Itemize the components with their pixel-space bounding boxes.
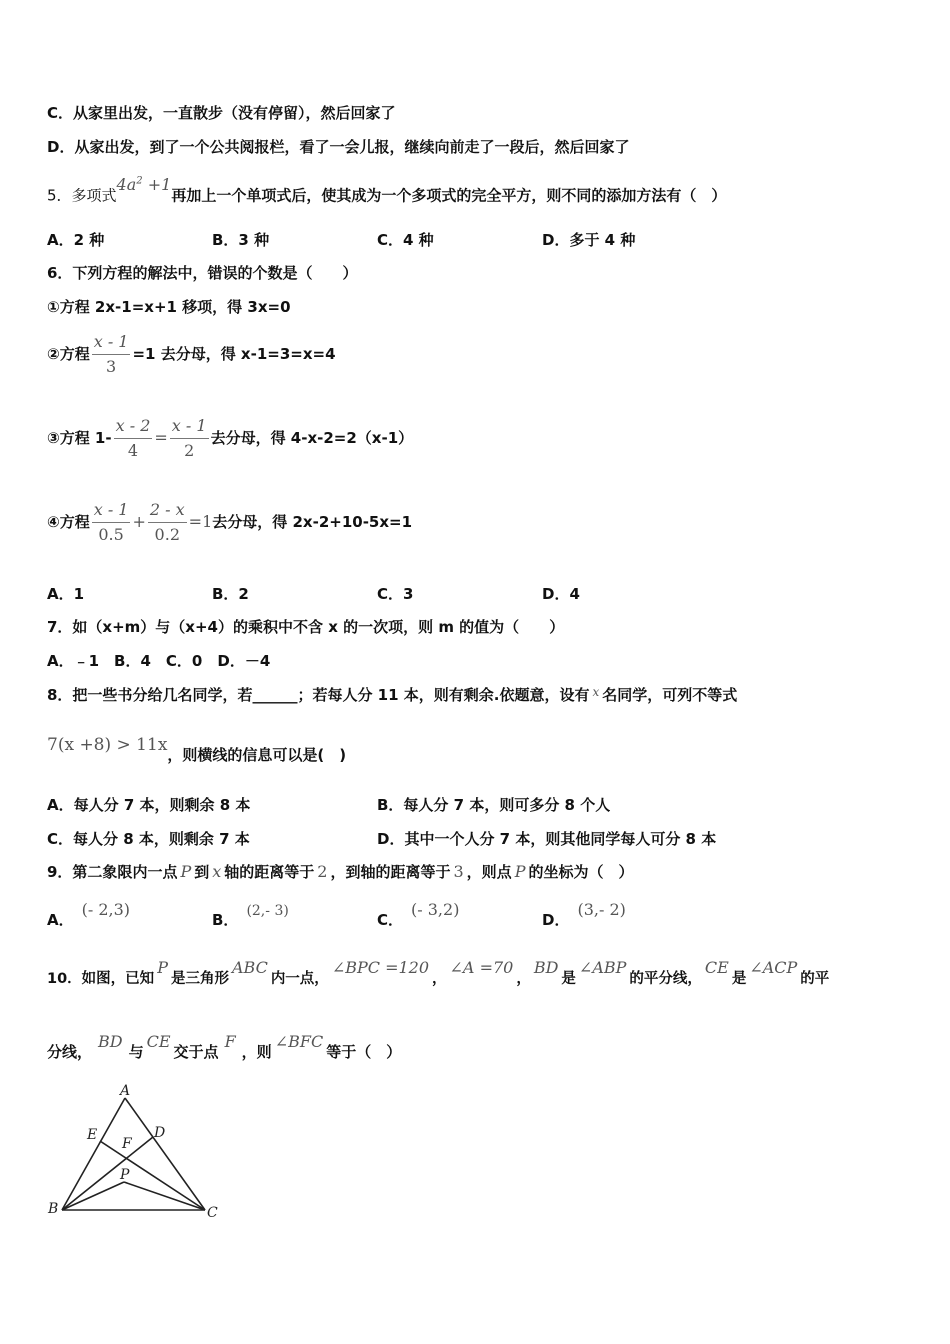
q8-ask: ，则横线的信息可以是( ) <box>167 746 347 764</box>
q6-item-4-fraction-left: $\frac{x - 1}{0.5}$ <box>93 500 129 544</box>
q4-option-c: C．从家里出发，一直散步（没有停留），然后回家了 <box>47 104 396 122</box>
q8-stem-c: 名同学，可列不等式 <box>602 686 738 704</box>
q8-option-a: A．每人分 7 本，则剩余 8 本 <box>47 796 251 814</box>
q6-option-a: A．1 <box>47 585 85 603</box>
q10-angle-abp: ∠ABP <box>578 958 627 977</box>
q6-item-3-suffix: 去分母，得 4-x-2=2（x-1） <box>210 429 414 447</box>
q10-angle-bfc: ∠BFC <box>274 1032 324 1051</box>
q6-item-3-equals: = <box>154 428 168 447</box>
q8-inequality: 7(x +8) > 11x <box>47 735 168 755</box>
label-b: B <box>48 1201 59 1217</box>
q7-stem: 7．如（x+m）与（x+4）的乘积中不含 x 的一次项，则 m 的值为（ ） <box>47 618 565 636</box>
q5-option-c: C．4 种 <box>377 231 434 249</box>
label-a: A <box>120 1083 131 1099</box>
q8-stem <box>47 685 737 706</box>
q9-option-a: A．(- 2,3) <box>47 900 131 929</box>
q6-item-1: ①方程 2x-1=x+1 移项，得 3x=0 <box>47 298 291 316</box>
q9-stem <box>47 862 633 882</box>
q6-item-4-equals: =1 <box>188 512 213 531</box>
q5-stem <box>47 175 727 205</box>
q6-item-3-fraction-right: $\frac{x - 1}{2}$ <box>171 416 207 460</box>
side-ac <box>125 1098 205 1210</box>
q6-item-4-fraction-right: $\frac{2 - x}{0.2}$ <box>149 500 185 544</box>
q8-stem-b: ；若每人分 11 本，则有剩余.依题意，设有 <box>297 686 590 704</box>
q10-stem-line-2: 分线，BD与CE交于点F，则∠BFC等于（ ） <box>47 1032 402 1061</box>
q8-option-d: D．其中一个人分 7 本，则其他同学每人可分 8 本 <box>377 830 717 848</box>
q6-item-2-suffix: =1 去分母，得 x-1=3=x=4 <box>132 345 336 363</box>
q6-item-3 <box>47 416 413 461</box>
q7-options: A．﹣1 B．4 C．0 D．－4 <box>47 652 271 670</box>
q9-option-d: D．(3,- 2) <box>542 900 626 929</box>
q6-item-3-prefix: ③方程 1- <box>47 429 112 447</box>
q6-item-4-prefix: ④方程 <box>47 513 90 531</box>
q9-stem-c: 轴的距离等于 <box>224 863 315 881</box>
q8-inequality-line <box>47 735 347 765</box>
q8-option-b: B．每人分 7 本，则可多分 8 个人 <box>377 796 611 814</box>
q6-option-b: B．2 <box>212 585 249 603</box>
q9-distance-2: 2 <box>317 862 328 881</box>
segment-cp <box>124 1182 205 1210</box>
segment-ce <box>100 1141 205 1210</box>
q6-item-2-fraction: $\frac{x - 1}{3}$ <box>93 332 129 376</box>
q8-option-c: C．每人分 8 本，则剩余 7 本 <box>47 830 250 848</box>
q10-angle-a: ∠A =70 <box>449 958 514 977</box>
q4-option-d: D．从家出发，到了一个公共阅报栏，看了一会儿报，继续向前走了一段后，然后回家了 <box>47 138 630 156</box>
q10-stem-line-1: 10．如图，已知P是三角形ABC内一点，∠BPC =120，∠A =70，BD是∠ABP的平分线，CE是∠ACP的平 <box>47 958 830 987</box>
q6-option-c: C．3 <box>377 585 414 603</box>
q10-angle-bpc: ∠BPC =120 <box>331 958 430 977</box>
q5-option-a: A．2 种 <box>47 231 105 249</box>
label-f: F <box>122 1136 132 1152</box>
q5-prefix: 5．多项式 <box>47 186 117 205</box>
q9-point-p-2: P <box>514 862 526 881</box>
q5-suffix: 再加上一个单项式后，使其成为一个多项式的完全平方，则不同的添加方法有（ ） <box>171 186 727 205</box>
q10-segment-bd: BD <box>533 958 559 977</box>
label-e: E <box>87 1127 98 1143</box>
q10-triangle-abc: ABC <box>231 958 268 977</box>
q10-angle-acp: ∠ACP <box>749 958 798 977</box>
triangle-figure <box>40 1080 230 1225</box>
q9-x-axis: x <box>212 862 222 881</box>
q10-point-f: F <box>224 1032 236 1051</box>
q9-stem-b: 到 <box>194 863 210 881</box>
q5-expression: $4a^2 +1$ <box>116 175 172 195</box>
q6-item-2-prefix: ②方程 <box>47 345 90 363</box>
q10-segment-bd-2: BD <box>98 1032 123 1051</box>
q10-segment-ce-2: CE <box>146 1032 171 1051</box>
q8-var-x: x <box>592 685 600 699</box>
q9-option-b: B． (2,- 3) <box>212 903 289 929</box>
q10-segment-ce: CE <box>704 958 729 977</box>
q9-point-p: P <box>180 862 192 881</box>
q9-distance-3: 3 <box>453 862 464 881</box>
q5-option-b: B．3 种 <box>212 231 270 249</box>
segment-bp <box>62 1182 124 1210</box>
q9-stem-d: ，到轴的距离等于 <box>330 863 451 881</box>
label-c: C <box>207 1205 218 1221</box>
q6-stem: 6．下列方程的解法中，错误的个数是（ ） <box>47 264 358 282</box>
q9-option-c: C．(- 3,2) <box>377 900 460 929</box>
q8-stem-a: 8．把一些书分给几名同学，若 <box>47 686 253 704</box>
q10-point-p: P <box>157 958 168 977</box>
side-ab <box>62 1098 125 1210</box>
q6-option-d: D．4 <box>542 585 580 603</box>
q8-blank: ______ <box>252 686 298 704</box>
q6-item-4-plus: + <box>132 512 146 531</box>
q9-stem-a: 9．第二象限内一点 <box>47 863 178 881</box>
q6-item-4-suffix: 去分母，得 2x-2+10-5x=1 <box>212 513 413 531</box>
q5-option-d: D．多于 4 种 <box>542 231 636 249</box>
q6-item-2 <box>47 332 336 377</box>
q9-stem-e: ，则点 <box>466 863 512 881</box>
label-p: P <box>120 1167 130 1183</box>
q6-item-3-fraction-left: $\frac{x - 2}{4}$ <box>115 416 151 460</box>
q6-item-4 <box>47 500 412 545</box>
q9-stem-f: 的坐标为（ ） <box>528 863 634 881</box>
segment-bd <box>62 1137 153 1210</box>
label-d: D <box>154 1125 166 1141</box>
